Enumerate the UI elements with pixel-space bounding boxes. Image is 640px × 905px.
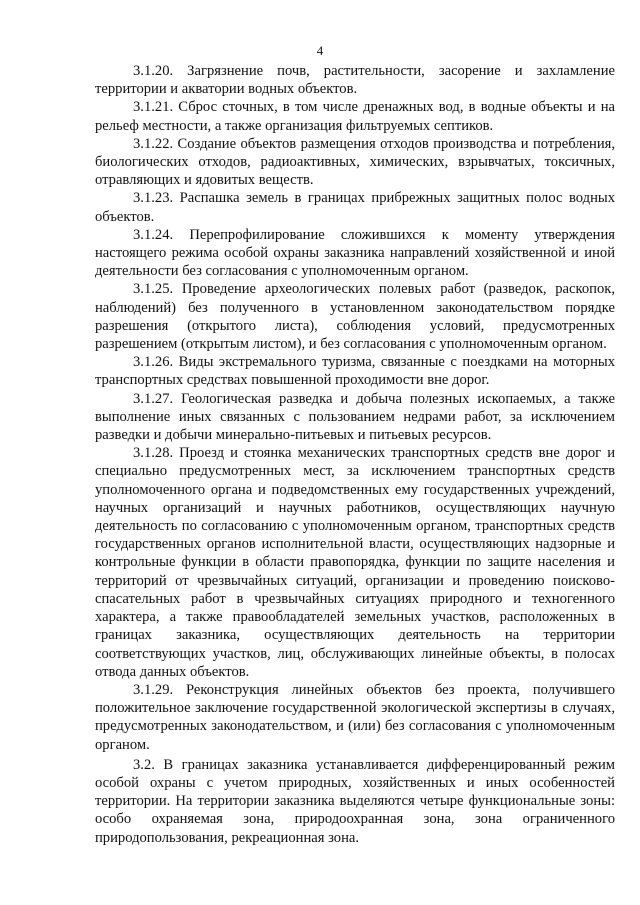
paragraph-3-1-28: 3.1.28. Проезд и стоянка механических транспортных средств вне дорог и специально предусмотренных мест, за исключением транспортных средств уполномоченного органа и подведомственных ему государственных учреждений, научных организаций и научных работников, осуществляющих научную деятельность по согласованию с уполномоченным органом, транспортных средств государственных органов исполнительной власти, осуществляющих надзорные и контрольные функции в области правопорядка, функции по защите населения и территорий от чрезвычайных ситуаций, организации и проведению поисково-спасательных работ в чрезвычайных ситуациях природного и техногенного характера, а также правообладателей земельных участков, расположенных в границах заказника, осуществляющих деятельность на территории соответствующих участков, лиц, обслуживающих линейные объекты, в полосах отвода данных объектов. (95, 445, 615, 680)
paragraph-3-1-24: 3.1.24. Перепрофилирование сложившихся к моменту утверждения настоящего режима особой охраны заказника направлений хозяйственной и иной деятельности без согласования с уполномоченным органом. (95, 226, 615, 280)
paragraph-3-1-26: 3.1.26. Виды экстремального туризма, связанные с поездками на моторных транспортных средствах повышенной проходимости вне дорог. (95, 354, 615, 389)
paragraph-3-2: 3.2. В границах заказника устанавливается дифференцированный режим особой охраны с учетом природных, хозяйственных и иных особенностей территории. На территории заказника выделяются четыре функциональные зоны: особо охраняемая зона, природоохранная зона, зона ограниченного природопользования, рекреационная зона. (95, 756, 615, 846)
paragraph-3-1-29: 3.1.29. Реконструкция линейных объектов без проекта, получившего положительное заключение государственной экологической экспертизы в случаях, предусмотренных законодательством, и (или) без согласования с уполномоченным органом. (95, 681, 615, 753)
paragraph-3-1-20: 3.1.20. Загрязнение почв, растительности, засорение и захламление территории и акватории водных объектов. (95, 63, 615, 98)
paragraph-3-1-23: 3.1.23. Распашка земель в границах прибрежных защитных полос водных объектов. (95, 190, 615, 225)
paragraph-3-1-25: 3.1.25. Проведение археологических полевых работ (разведок, раскопок, наблюдений) без полученного в установленном законодательством порядке разрешения (открытого листа), соблюдения условий, предусмотренных разрешением (открытым листом), и без согласования с уполномоченным органом. (95, 281, 615, 353)
page-number: 4 (316, 43, 324, 58)
paragraph-3-1-22: 3.1.22. Создание объектов размещения отходов производства и потребления, биологических отходов, радиоактивных, химических, взрывчатых, токсичных, отравляющих и ядовитых веществ. (95, 135, 615, 189)
paragraph-3-1-27: 3.1.27. Геологическая разведка и добыча полезных ископаемых, а также выполнение иных связанных с пользованием недрами работ, за исключением разведки и добычи минерально-питьевых и питьевых ресурсов. (95, 390, 615, 444)
paragraph-3-1-21: 3.1.21. Сброс сточных, в том числе дренажных вод, в водные объекты и на рельеф местности, а также организация фильтруемых септиков. (95, 99, 615, 134)
document-body (95, 62, 615, 847)
